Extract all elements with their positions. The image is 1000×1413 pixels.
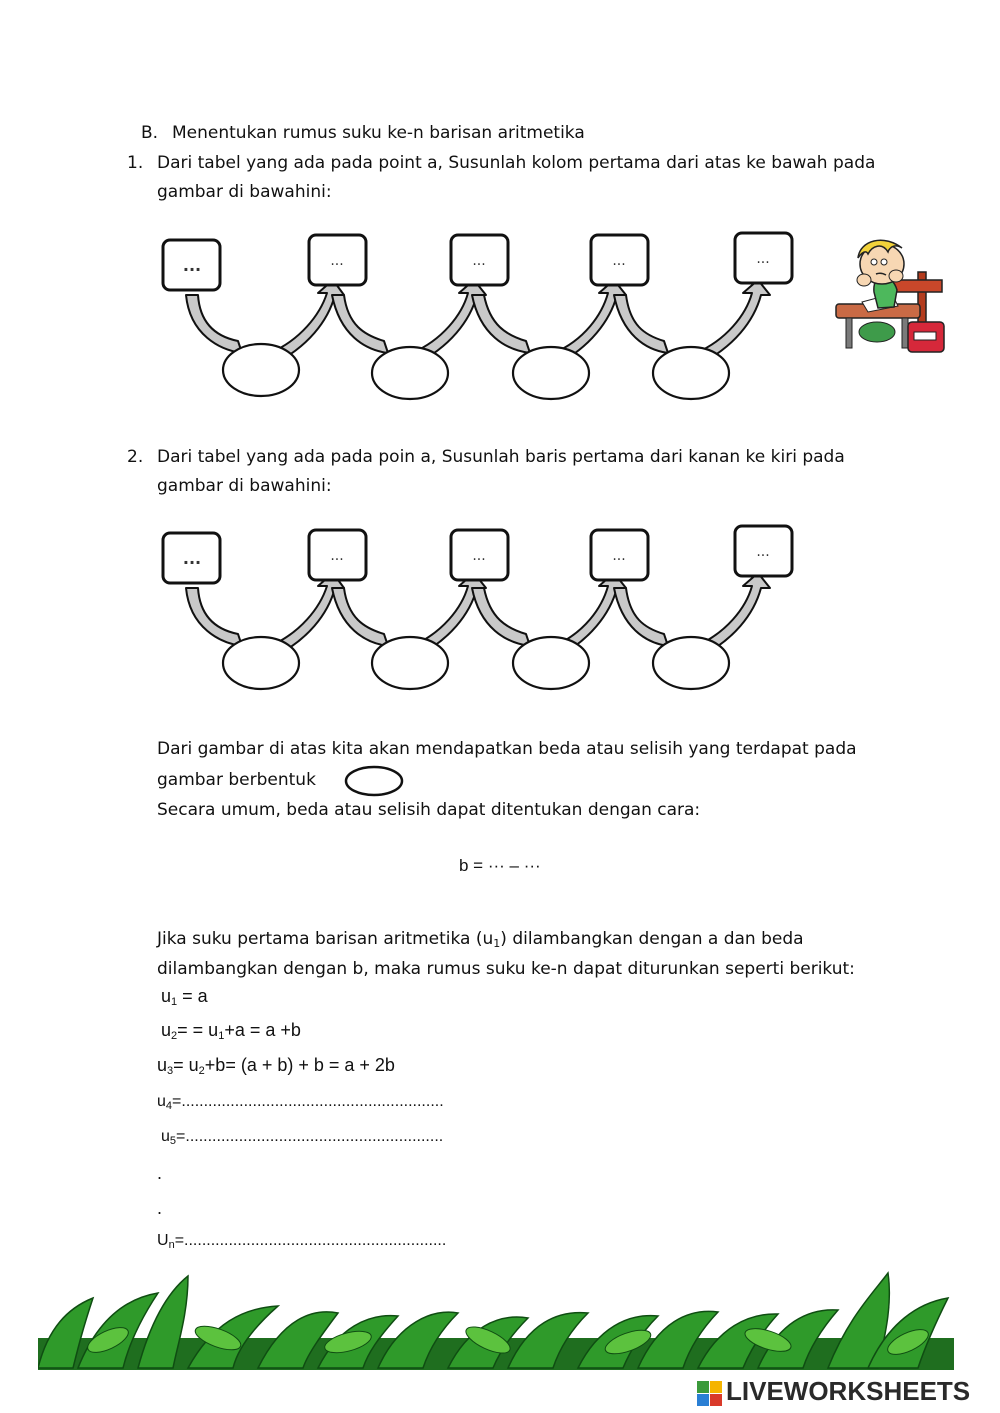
explanation-line-3: Secara umum, beda atau selisih dapat ditentukan dengan cara: <box>157 800 701 820</box>
term-box-label: ... <box>182 549 202 568</box>
difference-ellipse[interactable] <box>653 637 729 689</box>
question-2-number: 2. <box>127 447 144 467</box>
liveworksheets-badge-icon <box>697 1381 723 1407</box>
question-1-text-2: gambar di bawahini: <box>157 182 332 202</box>
difference-ellipse[interactable] <box>223 344 299 396</box>
formula-u5[interactable]: $u_5=$.......................................................... <box>161 1128 444 1147</box>
formula-u4[interactable]: $u_4=$........................................................... <box>157 1093 444 1112</box>
term-box-label: ... <box>182 256 202 275</box>
ellipsis-dot: . <box>157 1163 163 1183</box>
question-2-text-2: gambar di bawahini: <box>157 476 332 496</box>
term-box-label: ... <box>756 251 770 267</box>
question-1-text: Dari tabel yang ada pada point a, Susunlah kolom pertama dari atas ke bawah pada <box>157 153 876 173</box>
formula-u1: $u_1 = a$ <box>161 986 208 1008</box>
term-box-label: ... <box>756 544 770 560</box>
difference-ellipse[interactable] <box>653 347 729 399</box>
formula-u2: $u_2= = u_1+a = a +b$ <box>161 1020 301 1042</box>
sequence-diagram-1 <box>150 225 810 410</box>
derivation-line-2: dilambangkan dengan b, maka rumus suku ke-n dapat diturunkan seperti berikut: <box>157 959 855 979</box>
section-title: Menentukan rumus suku ke-n barisan aritmetika <box>172 123 585 143</box>
difference-ellipse[interactable] <box>513 637 589 689</box>
term-box-label: ... <box>612 548 626 564</box>
explanation-line-2: gambar berbentuk <box>157 770 316 790</box>
difference-ellipse[interactable] <box>372 637 448 689</box>
derivation-line-1: Jika suku pertama barisan aritmetika $(u_1)$ dilambangkan dengan a dan beda <box>157 929 804 950</box>
difference-ellipse[interactable] <box>372 347 448 399</box>
formula-u3: $u_3= u_2+b= (a + b) + b = a + 2b$ <box>157 1055 395 1077</box>
term-box-label: ... <box>330 548 344 564</box>
grass-border-decoration <box>38 1268 954 1370</box>
thinking-student-illustration <box>832 232 952 362</box>
sequence-diagram-2 <box>150 518 810 703</box>
liveworksheets-logo: LIVEWORKSHEETS <box>726 1376 971 1406</box>
difference-ellipse[interactable] <box>223 637 299 689</box>
difference-ellipses <box>223 344 729 399</box>
section-label: B. <box>141 123 159 143</box>
term-box-label: ... <box>612 253 626 269</box>
ellipsis-dot: . <box>157 1198 163 1218</box>
difference-formula: b = ··· – ··· <box>459 856 541 875</box>
question-1-number: 1. <box>127 153 144 173</box>
question-2-text: Dari tabel yang ada pada poin a, Susunlah baris pertama dari kanan ke kiri pada <box>157 447 845 467</box>
term-box-label: ... <box>330 253 344 269</box>
difference-ellipse[interactable] <box>513 347 589 399</box>
term-box-label: ... <box>472 253 486 269</box>
formula-un[interactable]: $U_n=$........................................................... <box>157 1232 447 1251</box>
ellipse-shape-icon <box>343 764 405 798</box>
explanation-line-1: Dari gambar di atas kita akan mendapatkan beda atau selisih yang terdapat pada <box>157 739 857 759</box>
term-box-label: ... <box>472 548 486 564</box>
difference-ellipses <box>223 637 729 689</box>
